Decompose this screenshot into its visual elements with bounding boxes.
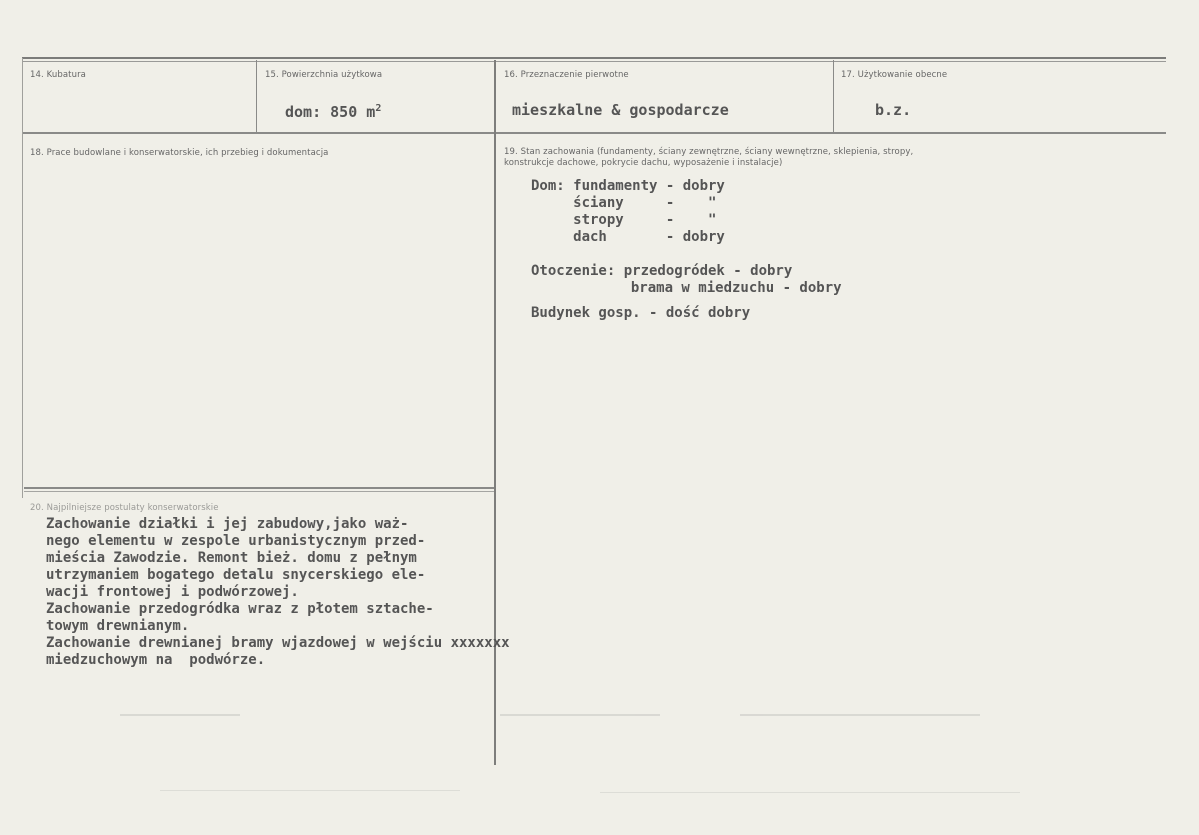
field-15-value-text: dom: 850 m [285, 103, 376, 121]
field-19-line: Budynek gosp. - dość dobry [531, 305, 751, 321]
field-14-label: 14. Kubatura [30, 70, 86, 80]
field-15-value [285, 100, 381, 121]
field-15-value-sup: 2 [375, 103, 382, 114]
section20-rule-thin [24, 491, 494, 492]
field-19-line: Dom: fundamenty - dobry [531, 178, 725, 194]
field-19-line: ściany - " [531, 195, 717, 211]
field-15-label: 15. Powierzchnia użytkowa [265, 70, 383, 80]
field-19-label-line1: 19. Stan zachowania (fundamenty, ściany zewnętrzne, ściany wewnętrzne, sklepienia, stropy, [504, 147, 914, 157]
top-rule-thin [22, 61, 1166, 62]
top-rule [22, 57, 1166, 59]
divider-17 [833, 60, 834, 133]
field-20-line: Zachowanie przedogródka wraz z płotem sztache- [46, 601, 434, 617]
field-19-label-line2: konstrukcje dachowe, pokrycie dachu, wyposażenie i instalacje) [504, 158, 783, 168]
field-20-line: utrzymaniem bogatego detalu snycerskiego ele- [46, 567, 426, 583]
field-19-line: Otoczenie: przedogródek - dobry [531, 263, 793, 279]
field-19-line: stropy - " [531, 212, 717, 228]
field-19-line: dach - dobry [531, 229, 725, 245]
field-20-label: 20. Najpilniejsze postulaty konserwatorskie [30, 503, 219, 513]
field-20-line: towym drewnianym. [46, 618, 190, 634]
field-17-value: b.z. [875, 101, 912, 119]
field-20-line: nego elementu w zespole urbanistycznym przed- [46, 533, 426, 549]
show-through-marks [40, 700, 1160, 810]
field-20-line: Zachowanie działki i jej zabudowy,jako waż- [46, 516, 409, 532]
section20-rule [24, 487, 494, 489]
divider-15 [256, 60, 257, 133]
field-18-label: 18. Prace budowlane i konserwatorskie, ich przebieg i dokumentacja [30, 148, 329, 158]
field-20-line: mieścia Zawodzie. Remont bież. domu z pełnym [46, 550, 417, 566]
field-20-line: Zachowanie drewnianej bramy wjazdowej w wejściu xxxxxxx [46, 635, 510, 651]
left-border [22, 58, 23, 498]
divider-16 [494, 60, 496, 765]
field-20-line: miedzuchowym na podwórze. [46, 652, 266, 668]
field-17-label: 17. Użytkowanie obecne [841, 70, 948, 80]
field-16-label: 16. Przeznaczenie pierwotne [504, 70, 629, 80]
field-19-line: brama w miedzuchu - dobry [555, 280, 842, 296]
field-16-value: mieszkalne & gospodarcze [512, 101, 729, 119]
row-rule [22, 132, 1166, 134]
field-20-line: wacji frontowej i podwórzowej. [46, 584, 299, 600]
